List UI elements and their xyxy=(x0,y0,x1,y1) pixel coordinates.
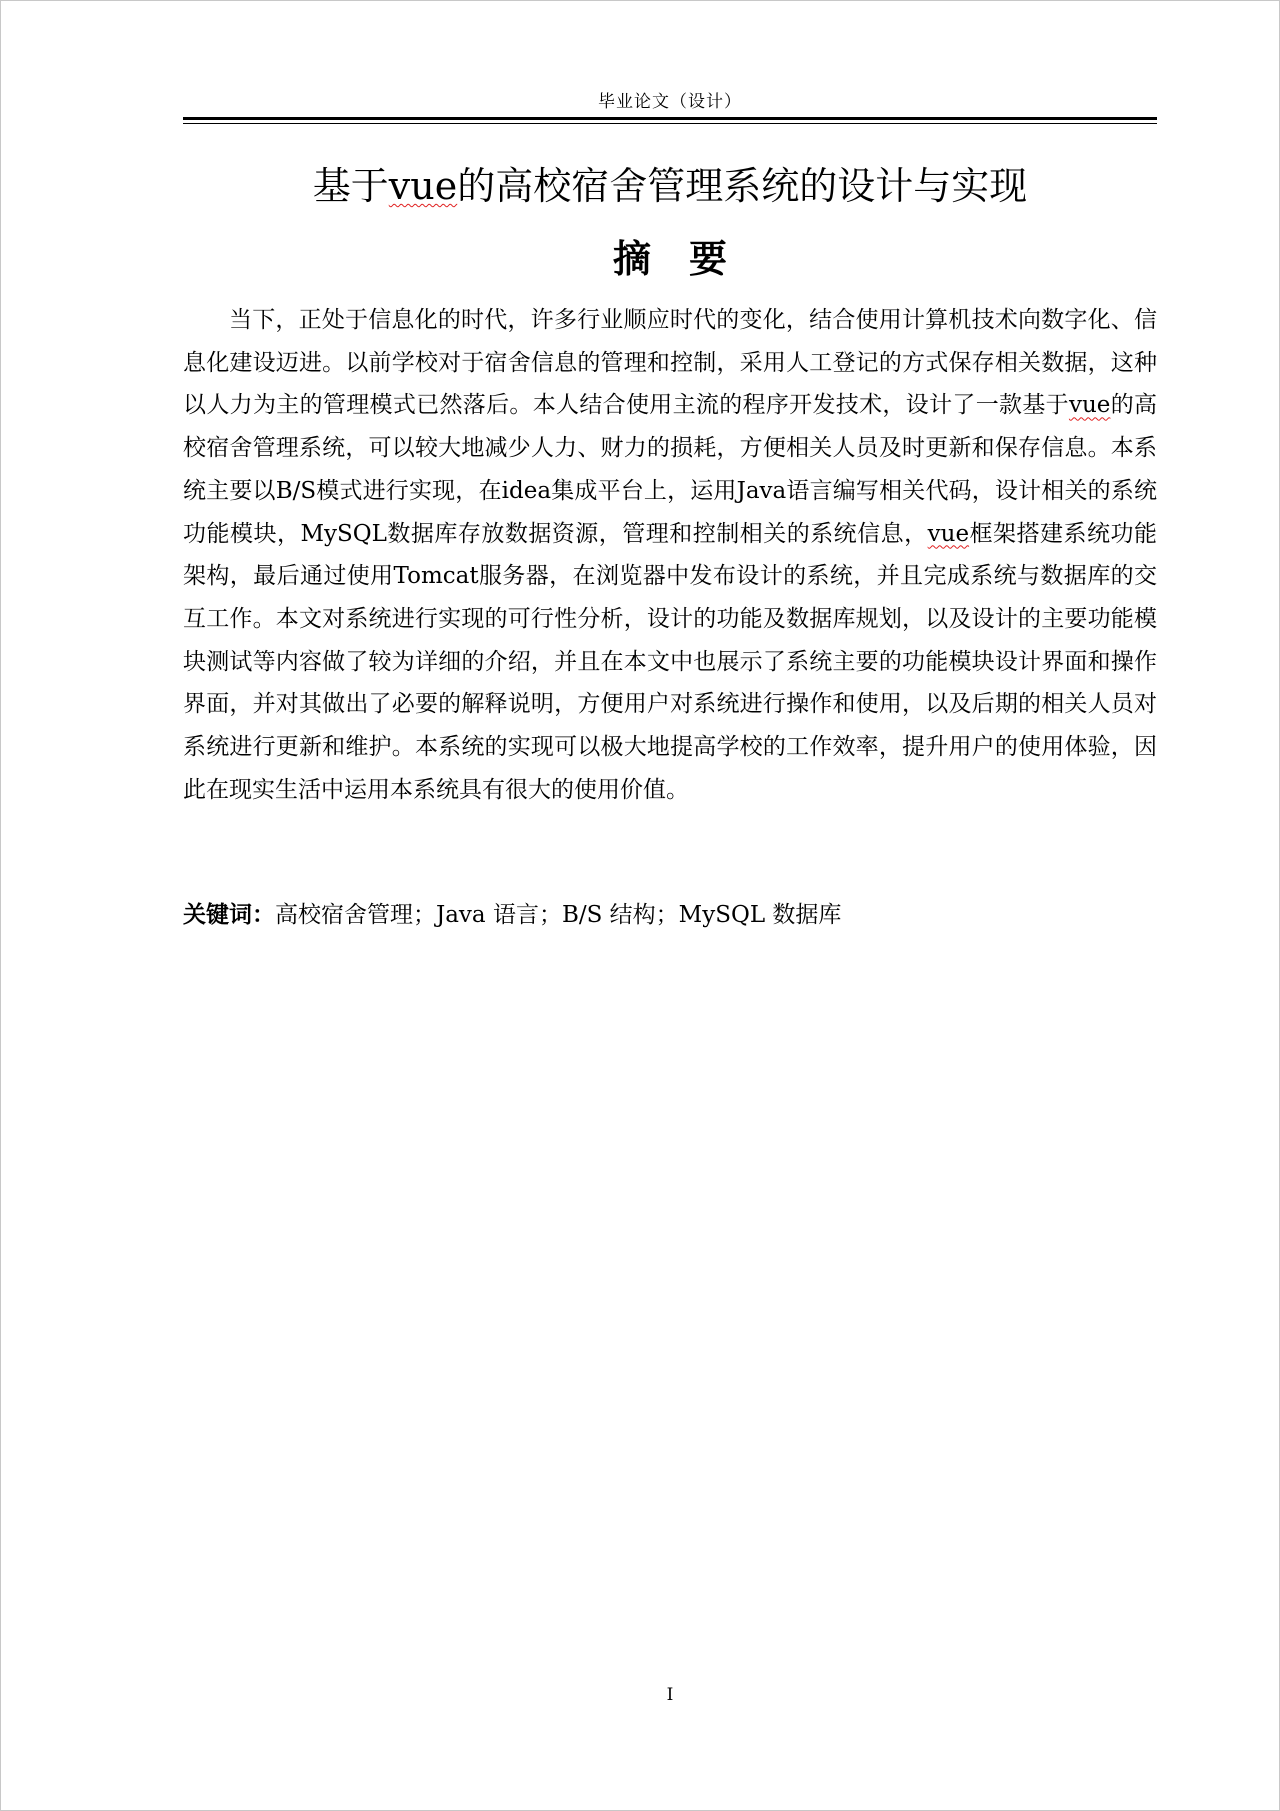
keywords-label: 关键词： xyxy=(183,901,275,928)
abstract-text-part-2: 的高校宿舍管理系统，可以较大地减少人力、财力的损耗，方便相关人员及时更新和保存信息。本系统主要以B/S模式进行实现，在idea集成平台上，运用Java语言编写相关代码，设计相关的系统功能模块，MySQL数据库存放数据资源，管理和控制相关的系统信息， xyxy=(183,392,1158,547)
header-rule-thin xyxy=(183,123,1157,124)
title-prefix: 基于 xyxy=(312,164,389,208)
document-title xyxy=(183,160,1157,212)
abstract-term-vue-1: vue xyxy=(1068,392,1111,419)
keywords-text: 高校宿舍管理；Java 语言；B/S 结构；MySQL 数据库 xyxy=(275,902,842,928)
keywords-line xyxy=(183,894,1157,936)
abstract-heading: 摘 要 xyxy=(612,237,727,281)
title-suffix: 的高校宿舍管理系统的设计与实现 xyxy=(457,164,1028,208)
abstract-term-vue-2: vue xyxy=(927,520,970,547)
title-term-vue: vue xyxy=(388,164,458,208)
abstract-text-part-1: 当下，正处于信息化的时代，许多行业顺应时代的变化，结合使用计算机技术向数字化、信息化建设迈进。以前学校对于宿舍信息的管理和控制，采用人工登记的方式保存相关数据，这种以人力为主的管理模式已然落后。本人结合使用主流的程序开发技术，设计了一款基于 xyxy=(183,307,1157,419)
header-rule-thick xyxy=(183,117,1157,120)
page-number: I xyxy=(666,1685,674,1705)
abstract-text-part-3: 框架搭建系统功能架构，最后通过使用Tomcat服务器，在浏览器中发布设计的系统，并且完成系统与数据库的交互工作。本文对系统进行实现的可行性分析，设计的功能及数据库规划，以及设计的主要功能模块测试等内容做了较为详细的介绍，并且在本文中也展示了系统主要的功能模块设计界面和操作界面，并对其做出了必要的解释说明，方便用户对系统进行操作和使用，以及后期的相关人员对系统进行更新和维护。本系统的实现可以极大地提高学校的工作效率，提升用户的使用体验，因此在现实生活中运用本系统具有很大的使用价值。 xyxy=(183,520,1158,803)
running-header: 毕业论文（设计） xyxy=(598,92,742,112)
abstract-paragraph xyxy=(183,299,1157,811)
